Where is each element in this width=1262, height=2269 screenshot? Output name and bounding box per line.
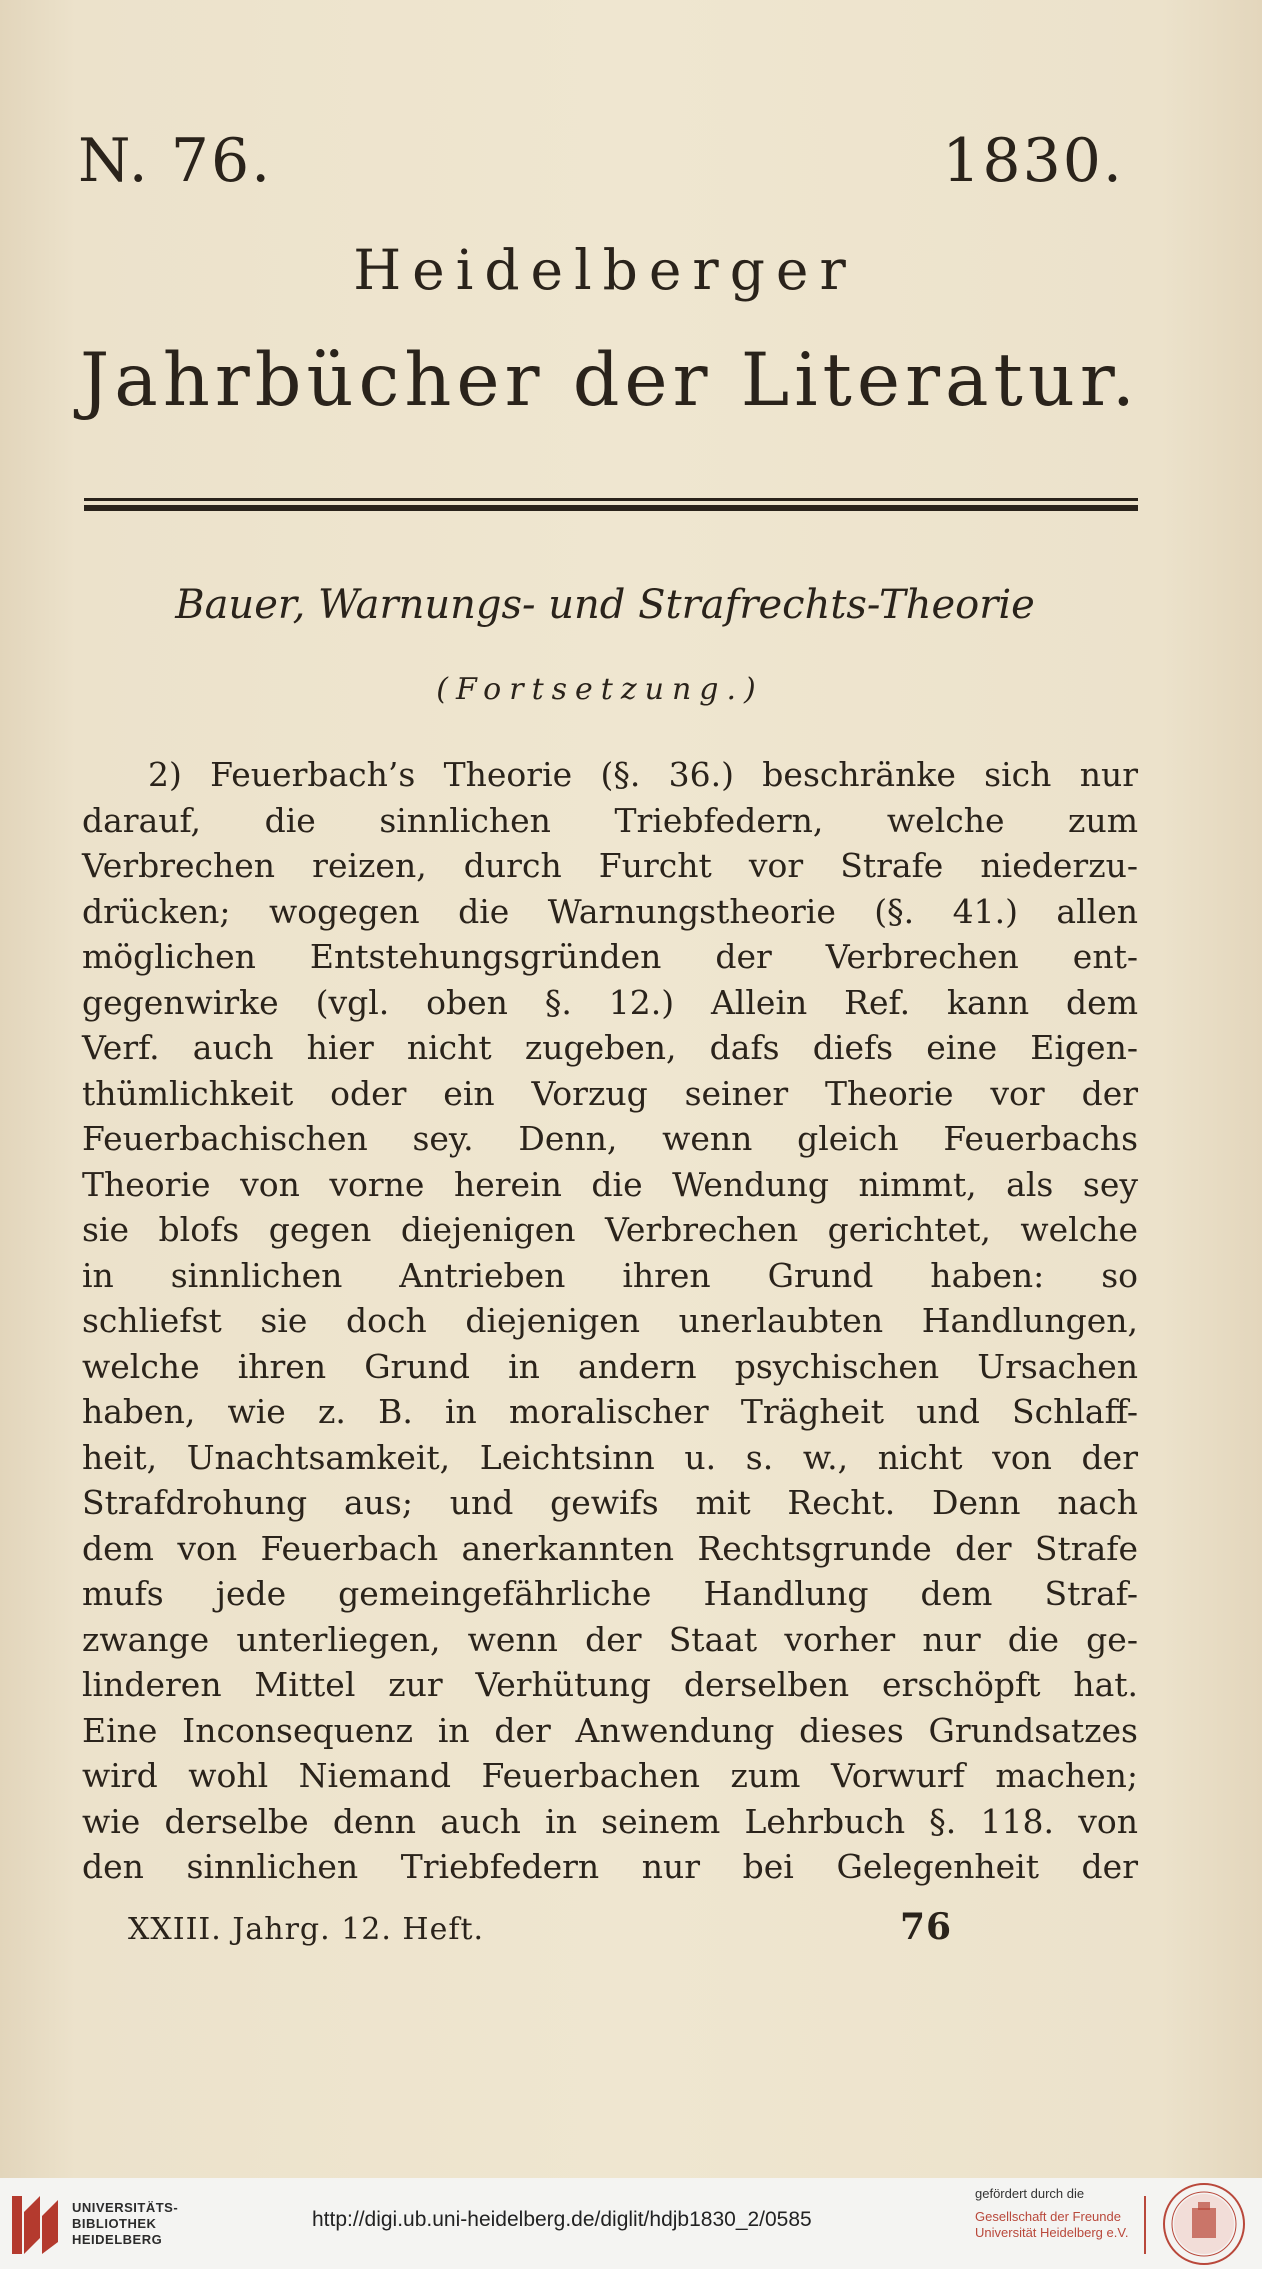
body-line: Eine Inconsequenz in der Anwendung dieses Grundsatzes [82, 1710, 1138, 1750]
body-line: linderen Mittel zur Verhütung derselben erschöpft hat. [82, 1665, 1138, 1704]
body-line: welche ihren Grund in andern psychischen Ursachen [82, 1346, 1138, 1386]
library-name [72, 2200, 178, 2248]
body-line: mufs jede gemeingefährliche Handlung dem Straf- [82, 1574, 1138, 1613]
body-line: haben, wie z. B. in moralischer Trägheit und Schlaff- [82, 1392, 1138, 1431]
body-line: thümlichkeit oder ein Vorzug seiner Theorie vor der [82, 1073, 1138, 1113]
body-line: Feuerbachischen sey. Denn, wenn gleich Feuerbachs [82, 1119, 1138, 1158]
sponsor-name: Universität Heidelberg e.V. [975, 2225, 1129, 2240]
body-line: Strafdrohung aus; und gewifs mit Recht. Denn nach [82, 1483, 1138, 1522]
body-line: Verf. auch hier nicht zugeben, dafs diefs eine Eigen- [82, 1028, 1138, 1067]
article-subtitle: (Fortsetzung.) [436, 672, 764, 707]
header-rule-thin [84, 498, 1138, 501]
body-line: 2) Feuerbach’s Theorie (§. 36.) beschränke sich nur [148, 755, 1138, 794]
body-line: in sinnlichen Antrieben ihren Grund haben: so [82, 1255, 1138, 1295]
body-line: wie derselbe denn auch in seinem Lehrbuch §. 118. von [82, 1801, 1138, 1841]
body-line: Verbrechen reizen, durch Furcht vor Strafe niederzu- [82, 846, 1138, 885]
sheet-signature: XXIII. Jahrg. 12. Heft. [128, 1912, 485, 1947]
body-line: möglichen Entstehungsgründen der Verbrechen ent- [82, 937, 1138, 976]
sponsor-block [975, 2186, 1145, 2241]
library-name-line: HEIDELBERG [72, 2232, 163, 2247]
article-title: Bauer, Warnungs- und Strafrechts-Theorie [175, 582, 1035, 628]
library-logo-icon [10, 2192, 66, 2258]
sheet-number: 76 [900, 1906, 953, 1948]
issue-number: N. 76. [78, 126, 273, 196]
body-line: wird wohl Niemand Feuerbachen zum Vorwurf machen; [82, 1756, 1138, 1795]
body-line: drücken; wogegen die Warnungstheorie (§. 41.) allen [82, 891, 1138, 931]
body-line: darauf, die sinnlichen Triebfedern, welche zum [82, 800, 1138, 840]
sponsor-name: Gesellschaft der Freunde [975, 2209, 1121, 2224]
library-name-line: BIBLIOTHEK [72, 2216, 157, 2231]
library-name-line: UNIVERSITÄTS- [72, 2200, 179, 2215]
body-line: sie blofs gegen diejenigen Verbrechen gerichtet, welche [82, 1210, 1138, 1249]
body-line: heit, Unachtsamkeit, Leichtsinn u. s. w., nicht von der [82, 1437, 1138, 1477]
body-line: zwange unterliegen, wenn der Staat vorher nur die ge- [82, 1619, 1138, 1659]
sponsor-label: gefördert durch die [975, 2186, 1085, 2201]
journal-title-large: Jahrbücher der Literatur. [80, 338, 1140, 423]
body-line: schliefst sie doch diejenigen unerlaubten Handlungen, [82, 1301, 1138, 1340]
body-line: gegenwirke (vgl. oben §. 12.) Allein Ref. kann dem [82, 982, 1138, 1022]
header-rule-thick [84, 505, 1138, 511]
body-text [82, 752, 1138, 1890]
body-line: Theorie von vorne herein die Wendung nimmt, als sey [82, 1164, 1138, 1204]
journal-title-small: Heidelberger [353, 238, 857, 302]
issue-year: 1830. [942, 126, 1124, 196]
permalink[interactable]: http://digi.ub.uni-heidelberg.de/diglit/hdjb1830_2/0585 [312, 2208, 812, 2231]
university-seal-icon [1162, 2182, 1246, 2266]
body-line: den sinnlichen Triebfedern nur bei Gelegenheit der [82, 1847, 1138, 1886]
digitization-bar [0, 2178, 1262, 2269]
sponsor-divider [1144, 2196, 1146, 2254]
body-line: dem von Feuerbach anerkannten Rechtsgrunde der Strafe [82, 1528, 1138, 1568]
